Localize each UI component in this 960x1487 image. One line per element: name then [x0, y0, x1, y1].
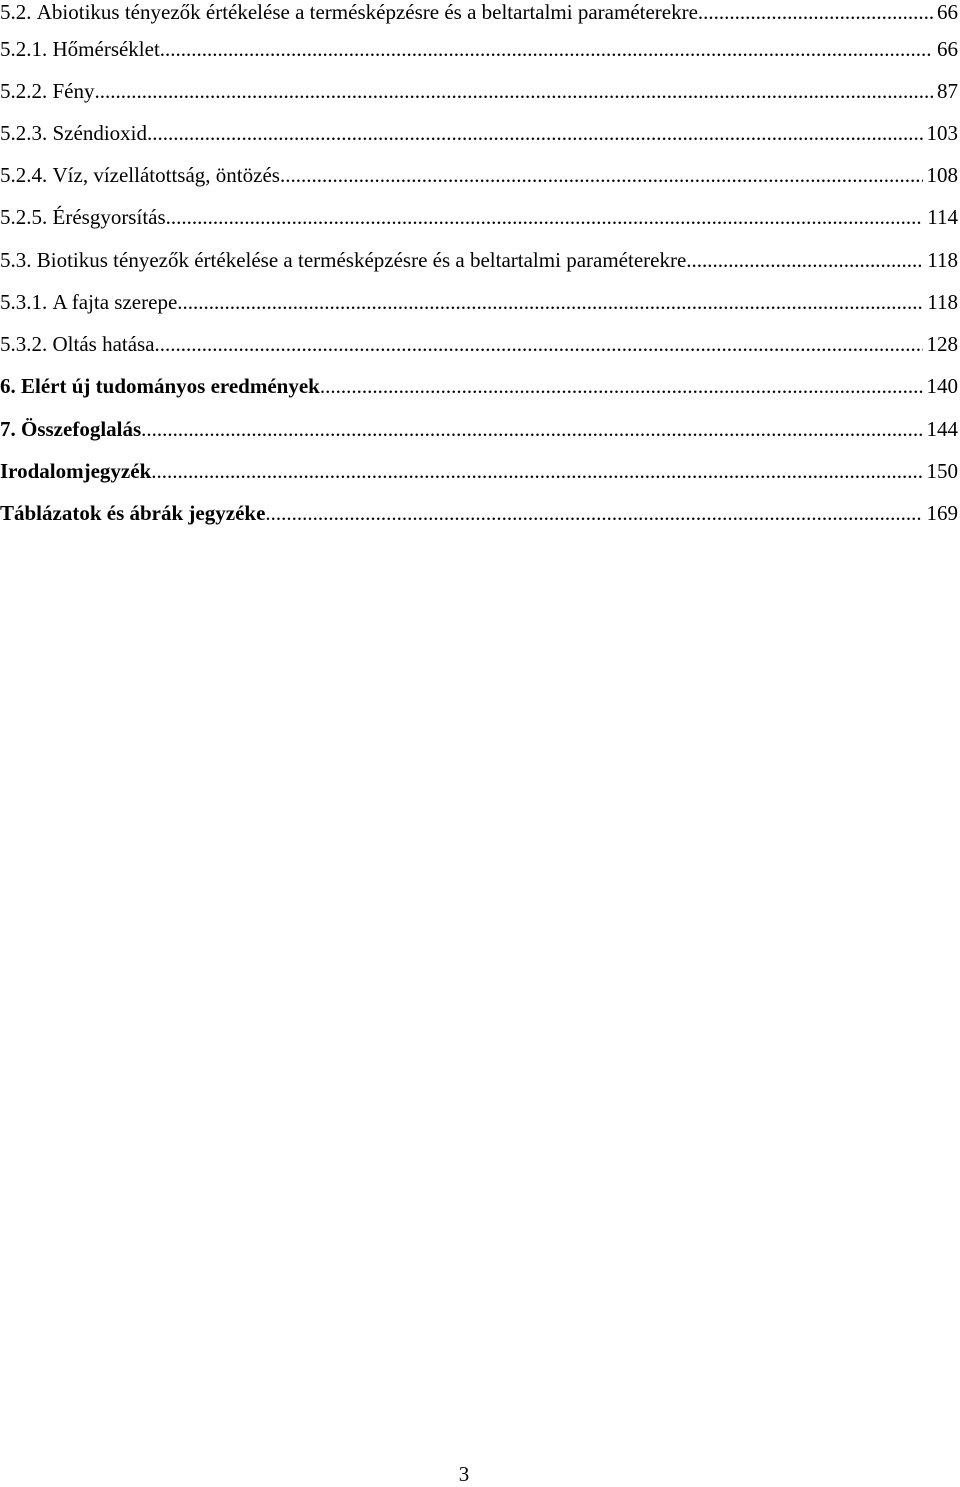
- toc-leader-dots: [141, 417, 922, 442]
- toc-entry-number: 7.: [0, 417, 16, 441]
- toc-entry-5-3-2[interactable]: [0, 332, 958, 362]
- toc-leader-dots: [320, 374, 923, 399]
- toc-entry-number: 5.2.1.: [0, 37, 48, 61]
- toc-entry-7[interactable]: [0, 417, 958, 447]
- toc-entry-page: 140: [926, 374, 958, 398]
- toc-entry-5-2-4[interactable]: [0, 163, 958, 193]
- toc-entry-tablazatok[interactable]: [0, 501, 958, 531]
- toc-entry-number: 5.2.4.: [0, 163, 48, 187]
- toc-entry-number: 5.3.1.: [0, 290, 48, 314]
- toc-entry-number: 5.2.: [0, 0, 32, 24]
- toc-entry-page: 103: [926, 121, 958, 145]
- toc-leader-dots: [280, 163, 923, 188]
- toc-entry-page: 114: [927, 205, 958, 229]
- toc-entry-5-2-3[interactable]: [0, 121, 958, 151]
- toc-entry-page: 144: [926, 417, 958, 441]
- toc-entry-page: 118: [927, 290, 958, 314]
- toc-entry-title: Táblázatok és ábrák jegyzéke: [0, 501, 266, 525]
- toc-entry-page: 169: [926, 501, 958, 525]
- toc-entry-title: Összefoglalás: [21, 417, 142, 441]
- toc-entry-title: Víz, vízellátottság, öntözés: [52, 163, 280, 187]
- toc-leader-dots: [155, 332, 923, 357]
- toc-entry-number: 6.: [0, 374, 16, 398]
- toc-entry-page: 128: [926, 332, 958, 356]
- toc-entry-5-2-1[interactable]: [0, 37, 958, 67]
- toc-entry-title: Hőmérséklet: [52, 37, 160, 61]
- toc-entry-page: 108: [926, 163, 958, 187]
- toc-entry-title: Fény: [52, 79, 95, 103]
- toc-entry-title: Biotikus tényezők értékelése a termésképzésre és a beltartalmi paraméterekre: [36, 248, 687, 272]
- toc-leader-dots: [177, 290, 923, 315]
- toc-leader-dots: [166, 205, 924, 230]
- toc-entry-page: 66: [937, 37, 958, 61]
- toc-entry-title: Széndioxid: [52, 121, 147, 145]
- toc-entry-5-2[interactable]: [0, 0, 958, 30]
- toc-leader-dots: [95, 79, 934, 104]
- toc-leader-dots: [686, 248, 923, 273]
- toc-entry-6[interactable]: [0, 374, 958, 404]
- toc-entry-title: Elért új tudományos eredmények: [21, 374, 320, 398]
- page-number: 3: [458, 1462, 470, 1486]
- toc-entry-number: 5.3.2.: [0, 332, 48, 356]
- toc-entry-number: 5.2.3.: [0, 121, 48, 145]
- toc-entry-number: 5.2.5.: [0, 205, 48, 229]
- toc-entry-5-2-5[interactable]: [0, 205, 958, 235]
- toc-entry-irodalomjegyzek[interactable]: [0, 459, 958, 489]
- toc-entry-page: 118: [927, 248, 958, 272]
- toc-entry-page: 66: [937, 0, 958, 24]
- toc-entry-5-2-2[interactable]: [0, 79, 958, 109]
- toc-leader-dots: [160, 37, 933, 62]
- toc-entry-title: Oltás hatása: [52, 332, 155, 356]
- toc-leader-dots: [265, 501, 922, 526]
- toc-entry-title: Érésgyorsítás: [52, 205, 166, 229]
- toc-leader-dots: [147, 121, 923, 146]
- toc-entry-title: Abiotikus tényezők értékelése a termésképzésre és a beltartalmi paraméterekre: [36, 0, 698, 24]
- toc-leader-dots: [698, 0, 933, 25]
- toc-entry-title: Irodalomjegyzék: [0, 459, 152, 483]
- toc-leader-dots: [151, 459, 922, 484]
- toc-entry-page: 150: [926, 459, 958, 483]
- toc-entry-number: 5.3.: [0, 248, 32, 272]
- toc-entry-title: A fajta szerepe: [52, 290, 178, 314]
- toc-entry-number: 5.2.2.: [0, 79, 48, 103]
- toc-entry-5-3[interactable]: [0, 248, 958, 278]
- toc-entry-page: 87: [937, 79, 958, 103]
- toc-entry-5-3-1[interactable]: [0, 290, 958, 320]
